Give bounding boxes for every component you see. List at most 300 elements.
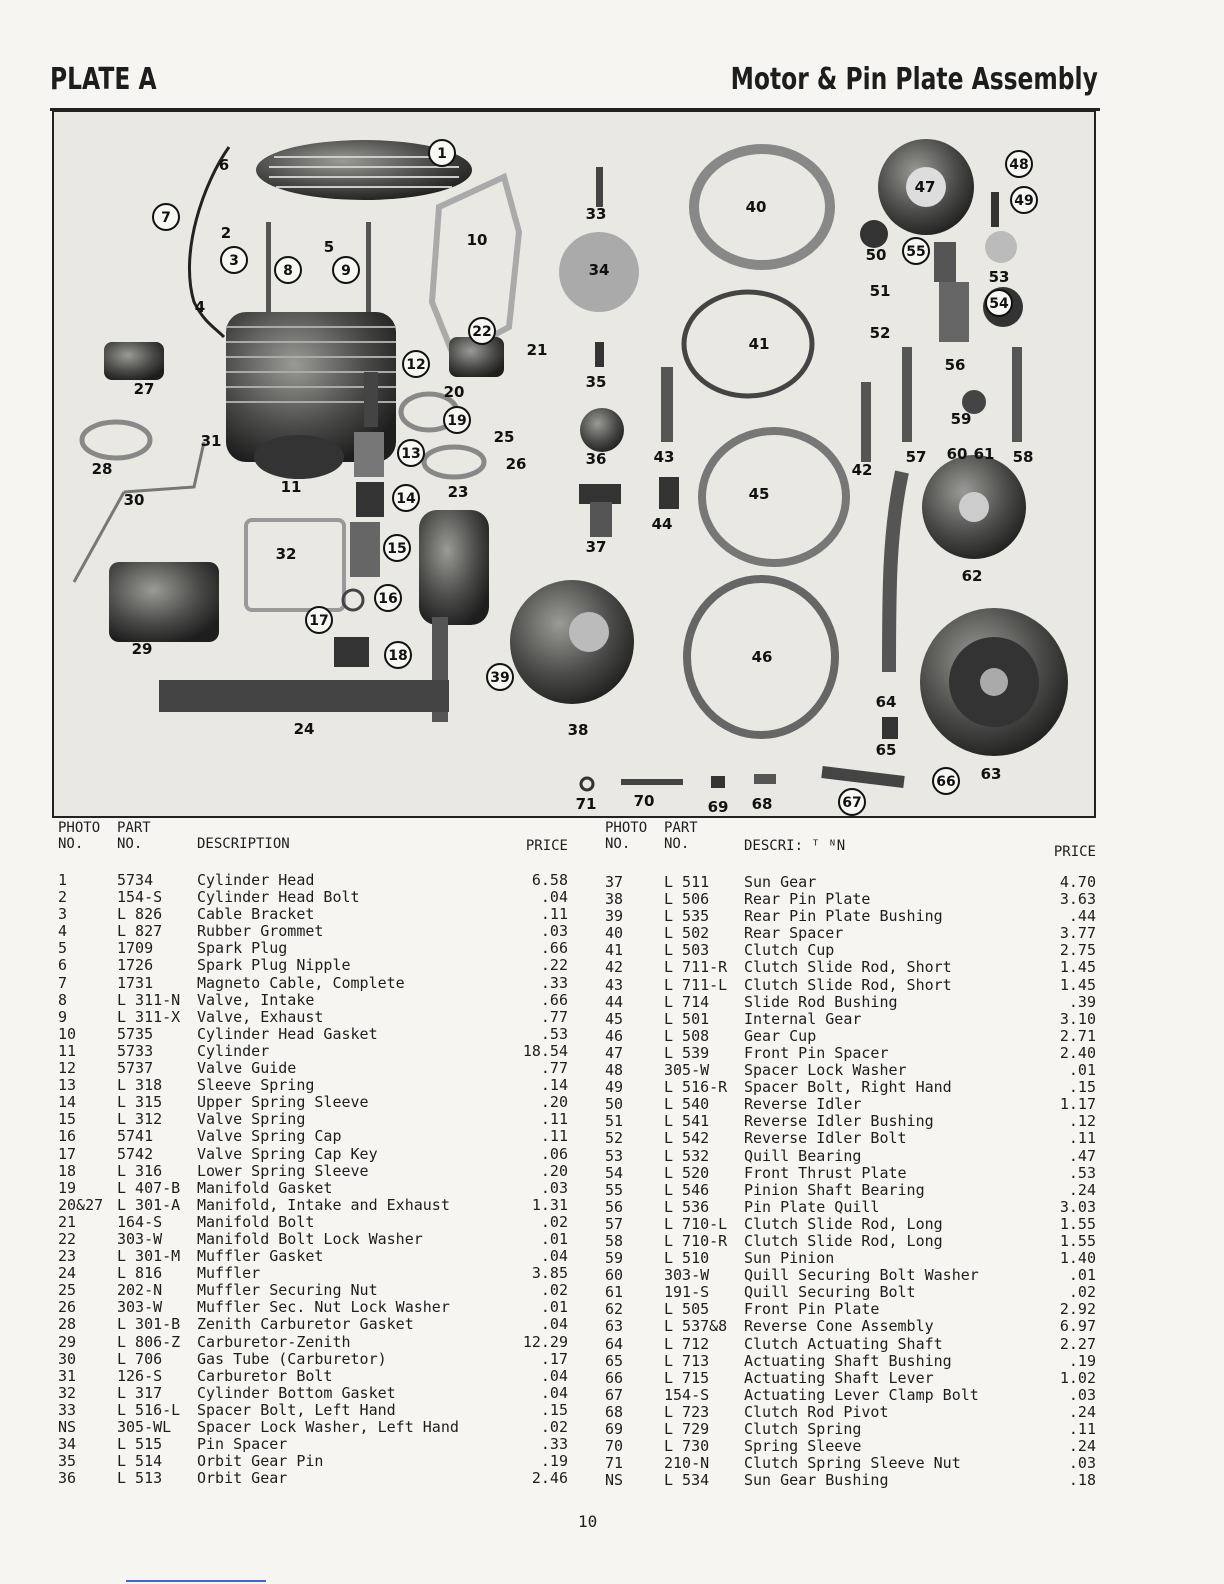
table-row bbox=[605, 1043, 1096, 1062]
table-row bbox=[605, 1163, 1096, 1182]
part-description: Rubber Grommet bbox=[197, 922, 324, 941]
part-description: Valve Spring Cap bbox=[197, 1127, 342, 1146]
photo-number: NS bbox=[58, 1418, 77, 1436]
callout-63 bbox=[981, 765, 1002, 783]
part-description: Pinion Shaft Bearing bbox=[744, 1180, 925, 1199]
photo-number: 37 bbox=[605, 873, 624, 891]
part-description: Clutch Spring Sleeve Nut bbox=[744, 1454, 961, 1473]
part-number: L 315 bbox=[117, 1093, 163, 1112]
photo-number: 54 bbox=[605, 1163, 624, 1182]
photo-number: 11 bbox=[58, 1041, 77, 1060]
photo-number: 36 bbox=[58, 1469, 77, 1488]
photo-number: 3 bbox=[58, 905, 68, 924]
callout-65 bbox=[876, 741, 897, 759]
part-price: .77 bbox=[540, 1059, 568, 1078]
callout-number: 7 bbox=[161, 210, 171, 226]
part-price: 1.45 bbox=[1059, 958, 1096, 977]
column-header-photo-no: PHOTO NO. bbox=[58, 820, 101, 852]
part-number: L 715 bbox=[664, 1368, 710, 1387]
part-price: .11 bbox=[540, 1110, 568, 1129]
table-row bbox=[58, 1299, 568, 1316]
part-price: 2.46 bbox=[531, 1469, 568, 1488]
part-number: L 503 bbox=[664, 941, 710, 960]
part-price: .19 bbox=[540, 1452, 568, 1471]
callout-number: 68 bbox=[751, 795, 773, 813]
callout-number: 42 bbox=[851, 461, 873, 479]
callout-number: 30 bbox=[123, 491, 145, 509]
callout-number: 39 bbox=[490, 670, 510, 686]
part-number: L 537&8 bbox=[664, 1317, 728, 1336]
part-description: Reverse Idler bbox=[744, 1095, 862, 1114]
callout-number: 29 bbox=[131, 640, 153, 658]
callout-number: 33 bbox=[585, 205, 607, 223]
part-number: L 301-M bbox=[117, 1247, 181, 1266]
part-price: .53 bbox=[1068, 1163, 1096, 1182]
part-description: Reverse Cone Assembly bbox=[744, 1317, 934, 1336]
photo-number: 60 bbox=[605, 1266, 624, 1285]
part-number: 1709 bbox=[117, 939, 154, 958]
table-row bbox=[58, 1402, 568, 1419]
part-price: .33 bbox=[540, 1435, 568, 1454]
part-price: .03 bbox=[540, 922, 568, 941]
callout-2 bbox=[221, 224, 231, 242]
part-number: L 826 bbox=[117, 905, 163, 924]
part-price: .11 bbox=[540, 1127, 568, 1146]
photo-number: 46 bbox=[605, 1026, 624, 1045]
part-number: L 539 bbox=[664, 1043, 710, 1062]
photo-number: 4 bbox=[58, 922, 68, 941]
part-number: L 501 bbox=[664, 1009, 710, 1028]
part-description: Quill Securing Bolt bbox=[744, 1283, 916, 1302]
part-description: Front Thrust Plate bbox=[744, 1163, 907, 1182]
table-row bbox=[605, 1266, 1096, 1285]
callout-number: 15 bbox=[387, 541, 407, 557]
part-price: .03 bbox=[1068, 1454, 1096, 1473]
callout-number: 60 bbox=[946, 445, 968, 463]
photo-number: 57 bbox=[605, 1214, 624, 1233]
part-number: L 407-B bbox=[117, 1178, 181, 1197]
part-description: Spacer Bolt, Right Hand bbox=[744, 1078, 952, 1097]
part-description: Actuating Shaft Lever bbox=[744, 1368, 934, 1387]
photo-number: 26 bbox=[58, 1298, 77, 1317]
part-price: 1.02 bbox=[1059, 1368, 1096, 1387]
part-description: Spark Plug Nipple bbox=[197, 956, 351, 975]
callout-number: 8 bbox=[283, 263, 293, 279]
part-number: L 711-R bbox=[664, 958, 728, 977]
part-description: Clutch Slide Rod, Long bbox=[744, 1214, 943, 1233]
callout-50 bbox=[866, 246, 887, 264]
callout-58 bbox=[1013, 448, 1034, 466]
photo-number: 6 bbox=[58, 956, 68, 975]
table-row bbox=[58, 1197, 568, 1214]
part-description: Upper Spring Sleeve bbox=[197, 1093, 369, 1112]
part-description: Cylinder Head Gasket bbox=[197, 1024, 378, 1043]
part-number: L 316 bbox=[117, 1161, 163, 1180]
table-row bbox=[58, 1351, 568, 1368]
table-row bbox=[58, 1385, 568, 1402]
part-price: 1.17 bbox=[1059, 1095, 1096, 1114]
part-description: Gear Cup bbox=[744, 1026, 817, 1045]
part-number: L 712 bbox=[664, 1334, 710, 1353]
table-row bbox=[605, 924, 1096, 943]
part-description: Orbit Gear bbox=[197, 1469, 288, 1488]
callout-number: 53 bbox=[988, 268, 1010, 286]
column-header-description: DESCRI: ᵀ ᴺN bbox=[744, 838, 846, 854]
part-price: .01 bbox=[540, 1229, 568, 1248]
callout-60 bbox=[947, 445, 968, 463]
part-description: Clutch Rod Pivot bbox=[744, 1402, 889, 1421]
part-description: Internal Gear bbox=[744, 1009, 862, 1028]
table-row bbox=[58, 1334, 568, 1351]
part-description: Spark Plug bbox=[197, 939, 288, 958]
callout-number: 69 bbox=[707, 798, 729, 816]
callout-number: 44 bbox=[651, 515, 673, 533]
photo-number: 68 bbox=[605, 1402, 624, 1421]
callout-number: 55 bbox=[906, 244, 926, 260]
part-number: 5735 bbox=[117, 1024, 154, 1043]
callout-number: 62 bbox=[961, 567, 983, 585]
table-row bbox=[605, 1334, 1096, 1353]
callout-62 bbox=[962, 567, 983, 585]
part-price: .06 bbox=[540, 1144, 568, 1163]
table-row bbox=[58, 992, 568, 1009]
photo-number: 71 bbox=[605, 1454, 624, 1473]
part-number: L 806-Z bbox=[117, 1332, 181, 1351]
photo-number: 49 bbox=[605, 1078, 624, 1097]
part-description: Reverse Idler Bushing bbox=[744, 1112, 934, 1131]
part-number: 5742 bbox=[117, 1144, 154, 1163]
part-description: Rear Pin Plate bbox=[744, 890, 871, 909]
page-number: 10 bbox=[578, 1512, 598, 1531]
table-row bbox=[58, 1453, 568, 1470]
callout-36 bbox=[586, 450, 607, 468]
table-row bbox=[58, 1248, 568, 1265]
callout-55 bbox=[903, 238, 929, 264]
part-description: Manifold Gasket bbox=[197, 1178, 333, 1197]
callout-49 bbox=[1011, 187, 1037, 213]
callout-number: 43 bbox=[653, 448, 675, 466]
part-description: Actuating Shaft Bushing bbox=[744, 1351, 952, 1370]
part-description: Actuating Lever Clamp Bolt bbox=[744, 1385, 979, 1404]
table-row bbox=[605, 1368, 1096, 1387]
callout-22 bbox=[469, 318, 495, 344]
part-price: .11 bbox=[1068, 1129, 1096, 1148]
table-row bbox=[58, 906, 568, 923]
photo-number: 32 bbox=[58, 1383, 77, 1402]
table-row bbox=[605, 1095, 1096, 1114]
callout-7 bbox=[153, 204, 179, 230]
part-price: 6.97 bbox=[1059, 1317, 1096, 1336]
callout-number: 5 bbox=[323, 238, 335, 256]
photo-number: 56 bbox=[605, 1197, 624, 1216]
table-row bbox=[58, 1111, 568, 1128]
part-number: L 713 bbox=[664, 1351, 710, 1370]
table-row bbox=[58, 1368, 568, 1385]
part-description: Orbit Gear Pin bbox=[197, 1452, 324, 1471]
part-price: .17 bbox=[540, 1349, 568, 1368]
photo-number: 69 bbox=[605, 1420, 624, 1438]
callout-69 bbox=[708, 798, 729, 816]
callout-number: 26 bbox=[505, 455, 527, 473]
part-price: 6.58 bbox=[531, 871, 568, 889]
photo-number: 43 bbox=[605, 975, 624, 994]
callout-29 bbox=[132, 640, 153, 658]
part-description: Valve, Intake bbox=[197, 990, 315, 1009]
table-row bbox=[58, 1419, 568, 1436]
callout-66 bbox=[933, 768, 959, 794]
callout-9 bbox=[333, 257, 359, 283]
callout-number: 41 bbox=[748, 335, 770, 353]
photo-number: NS bbox=[605, 1471, 624, 1490]
part-price: .02 bbox=[540, 1281, 568, 1300]
part-price: .77 bbox=[540, 1007, 568, 1026]
table-row bbox=[605, 1351, 1096, 1370]
photo-number: 50 bbox=[605, 1095, 624, 1114]
photo-number: 16 bbox=[58, 1127, 77, 1146]
part-number: L 536 bbox=[664, 1197, 710, 1216]
photo-number: 24 bbox=[58, 1264, 77, 1283]
callout-46 bbox=[752, 648, 773, 666]
table-row bbox=[58, 1094, 568, 1111]
photo-number: 35 bbox=[58, 1452, 77, 1471]
table-row bbox=[58, 1282, 568, 1299]
part-description: Clutch Actuating Shaft bbox=[744, 1334, 943, 1353]
callout-number: 24 bbox=[293, 720, 315, 738]
column-header-price: PRICE bbox=[1053, 844, 1096, 860]
part-number: L 729 bbox=[664, 1420, 710, 1438]
photo-number: 52 bbox=[605, 1129, 624, 1148]
part-price: 1.55 bbox=[1059, 1231, 1096, 1250]
table-row bbox=[605, 1454, 1096, 1473]
callout-number: 71 bbox=[575, 795, 597, 813]
part-number: 5733 bbox=[117, 1041, 154, 1060]
photo-number: 22 bbox=[58, 1229, 77, 1248]
part-price: 3.63 bbox=[1059, 890, 1096, 909]
photo-number: 15 bbox=[58, 1110, 77, 1129]
part-number: L 318 bbox=[117, 1076, 163, 1095]
part-number: L 311-X bbox=[117, 1007, 181, 1026]
table-row bbox=[58, 872, 568, 889]
photo-number: 12 bbox=[58, 1059, 77, 1078]
part-description: Quill Securing Bolt Washer bbox=[744, 1266, 979, 1285]
callout-27 bbox=[134, 380, 155, 398]
photo-number: 39 bbox=[605, 907, 624, 926]
callout-number: 57 bbox=[905, 448, 927, 466]
callout-19 bbox=[444, 407, 470, 433]
table-row bbox=[58, 1214, 568, 1231]
photo-number: 23 bbox=[58, 1247, 77, 1266]
callout-48 bbox=[1006, 151, 1032, 177]
part-price: .20 bbox=[540, 1161, 568, 1180]
photo-number: 51 bbox=[605, 1112, 624, 1131]
callout-34 bbox=[589, 261, 610, 279]
callout-24 bbox=[294, 720, 315, 738]
callout-number: 56 bbox=[944, 356, 966, 374]
part-price: .66 bbox=[540, 990, 568, 1009]
part-number: L 515 bbox=[117, 1435, 163, 1454]
photo-number: 70 bbox=[605, 1437, 624, 1456]
part-number: L 301-A bbox=[117, 1195, 181, 1214]
part-number: L 816 bbox=[117, 1264, 163, 1283]
table-row bbox=[58, 940, 568, 957]
part-number: L 505 bbox=[664, 1300, 710, 1319]
part-description: Zenith Carburetor Gasket bbox=[197, 1315, 414, 1334]
part-price: 1.45 bbox=[1059, 975, 1096, 994]
table-row bbox=[605, 1197, 1096, 1216]
callout-54 bbox=[986, 290, 1012, 316]
column-header-part-no: PART NO. bbox=[664, 820, 698, 852]
part-description: Carburetor Bolt bbox=[197, 1366, 333, 1385]
photo-number: 66 bbox=[605, 1368, 624, 1387]
table-row bbox=[605, 1214, 1096, 1233]
part-price: 1.40 bbox=[1059, 1249, 1096, 1268]
part-price: .15 bbox=[540, 1400, 568, 1419]
table-row bbox=[605, 1231, 1096, 1250]
part-description: Slide Rod Bushing bbox=[744, 992, 898, 1011]
callout-64 bbox=[876, 693, 897, 711]
part-number: 303-W bbox=[664, 1266, 710, 1285]
callout-number: 2 bbox=[220, 224, 232, 242]
photo-number: 19 bbox=[58, 1178, 77, 1197]
callout-42 bbox=[852, 461, 873, 479]
parts-illustration bbox=[54, 112, 1094, 816]
photo-number: 48 bbox=[605, 1061, 624, 1080]
callout-11 bbox=[281, 478, 302, 496]
part-price: 1.55 bbox=[1059, 1214, 1096, 1233]
part-price: .33 bbox=[540, 973, 568, 992]
callout-number: 22 bbox=[472, 324, 492, 340]
part-price: 2.40 bbox=[1059, 1043, 1096, 1062]
callout-1 bbox=[429, 140, 455, 166]
callout-number: 6 bbox=[218, 156, 230, 174]
callout-number: 61 bbox=[973, 445, 995, 463]
photo-number: 28 bbox=[58, 1315, 77, 1334]
part-number: L 546 bbox=[664, 1180, 710, 1199]
photo-number: 64 bbox=[605, 1334, 624, 1353]
callout-number: 38 bbox=[567, 721, 589, 739]
part-number: L 502 bbox=[664, 924, 710, 943]
part-price: .11 bbox=[1068, 1420, 1096, 1438]
photo-number: 5 bbox=[58, 939, 68, 958]
part-price: 2.71 bbox=[1059, 1026, 1096, 1045]
callout-41 bbox=[749, 335, 770, 353]
table-row bbox=[605, 1078, 1096, 1097]
part-description: Carburetor-Zenith bbox=[197, 1332, 351, 1351]
part-number: L 510 bbox=[664, 1249, 710, 1268]
callout-26 bbox=[506, 455, 527, 473]
part-number: L 516-L bbox=[117, 1400, 181, 1419]
callout-71 bbox=[576, 795, 597, 813]
callout-number: 40 bbox=[745, 198, 767, 216]
part-description: Sun Gear bbox=[744, 873, 817, 891]
callout-number: 12 bbox=[406, 357, 426, 373]
part-number: L 317 bbox=[117, 1383, 163, 1402]
photo-number: 44 bbox=[605, 992, 624, 1011]
table-row bbox=[605, 890, 1096, 909]
table-row bbox=[605, 1249, 1096, 1268]
callout-number: 47 bbox=[914, 178, 936, 196]
part-number: L 542 bbox=[664, 1129, 710, 1148]
callout-number: 13 bbox=[401, 446, 421, 462]
part-description: Cylinder Head Bolt bbox=[197, 888, 360, 907]
table-row bbox=[58, 1043, 568, 1060]
part-description: Pin Spacer bbox=[197, 1435, 288, 1454]
part-description: Magneto Cable, Complete bbox=[197, 973, 405, 992]
part-price: .53 bbox=[540, 1024, 568, 1043]
table-row bbox=[58, 957, 568, 974]
part-number: 303-W bbox=[117, 1298, 163, 1317]
callout-4 bbox=[195, 298, 205, 316]
table-row bbox=[605, 958, 1096, 977]
part-number: L 311-N bbox=[117, 990, 181, 1009]
callout-59 bbox=[951, 410, 972, 428]
table-row bbox=[605, 1385, 1096, 1404]
photo-number: 14 bbox=[58, 1093, 77, 1112]
table-row bbox=[605, 1437, 1096, 1456]
photo-number: 31 bbox=[58, 1366, 77, 1385]
part-price: 1.31 bbox=[531, 1195, 568, 1214]
part-price: .24 bbox=[1068, 1437, 1096, 1456]
part-description: Cylinder bbox=[197, 1041, 270, 1060]
callout-56 bbox=[945, 356, 966, 374]
table-row bbox=[605, 1402, 1096, 1421]
callout-number: 59 bbox=[950, 410, 972, 428]
part-price: 2.27 bbox=[1059, 1334, 1096, 1353]
part-price: .02 bbox=[540, 1212, 568, 1231]
part-number: 5737 bbox=[117, 1059, 154, 1078]
callout-61 bbox=[974, 445, 995, 463]
callout-number: 66 bbox=[936, 774, 956, 790]
table-row bbox=[58, 975, 568, 992]
part-price: .03 bbox=[1068, 1385, 1096, 1404]
parts-rows-left bbox=[58, 872, 568, 1487]
part-price: .01 bbox=[1068, 1061, 1096, 1080]
part-description: Muffler Gasket bbox=[197, 1247, 324, 1266]
part-description: Spacer Lock Washer bbox=[744, 1061, 907, 1080]
part-price: .19 bbox=[1068, 1351, 1096, 1370]
photo-number: 42 bbox=[605, 958, 624, 977]
callout-number: 23 bbox=[447, 483, 469, 501]
callout-number: 46 bbox=[751, 648, 773, 666]
part-price: 2.92 bbox=[1059, 1300, 1096, 1319]
photo-number: 40 bbox=[605, 924, 624, 943]
callout-44 bbox=[652, 515, 673, 533]
table-row bbox=[58, 1026, 568, 1043]
part-description: Clutch Cup bbox=[744, 941, 835, 960]
photo-number: 29 bbox=[58, 1332, 77, 1351]
callout-53 bbox=[989, 268, 1010, 286]
part-description: Pin Plate Quill bbox=[744, 1197, 880, 1216]
part-price: .01 bbox=[540, 1298, 568, 1317]
part-number: L 540 bbox=[664, 1095, 710, 1114]
part-number: L 730 bbox=[664, 1437, 710, 1456]
part-number: 305-WL bbox=[117, 1418, 172, 1436]
callout-21 bbox=[527, 341, 548, 359]
photo-number: 2 bbox=[58, 888, 68, 907]
part-description: Sun Pinion bbox=[744, 1249, 835, 1268]
part-price: 3.77 bbox=[1059, 924, 1096, 943]
callout-6 bbox=[219, 156, 229, 174]
callout-number: 16 bbox=[378, 591, 398, 607]
part-number: 303-W bbox=[117, 1229, 163, 1248]
part-price: 12.29 bbox=[522, 1332, 568, 1351]
part-price: 4.70 bbox=[1059, 873, 1096, 891]
part-description: Spring Sleeve bbox=[744, 1437, 862, 1456]
part-number: L 520 bbox=[664, 1163, 710, 1182]
callout-number: 34 bbox=[588, 261, 610, 279]
callout-number: 10 bbox=[466, 231, 488, 249]
photo-number: 41 bbox=[605, 941, 624, 960]
